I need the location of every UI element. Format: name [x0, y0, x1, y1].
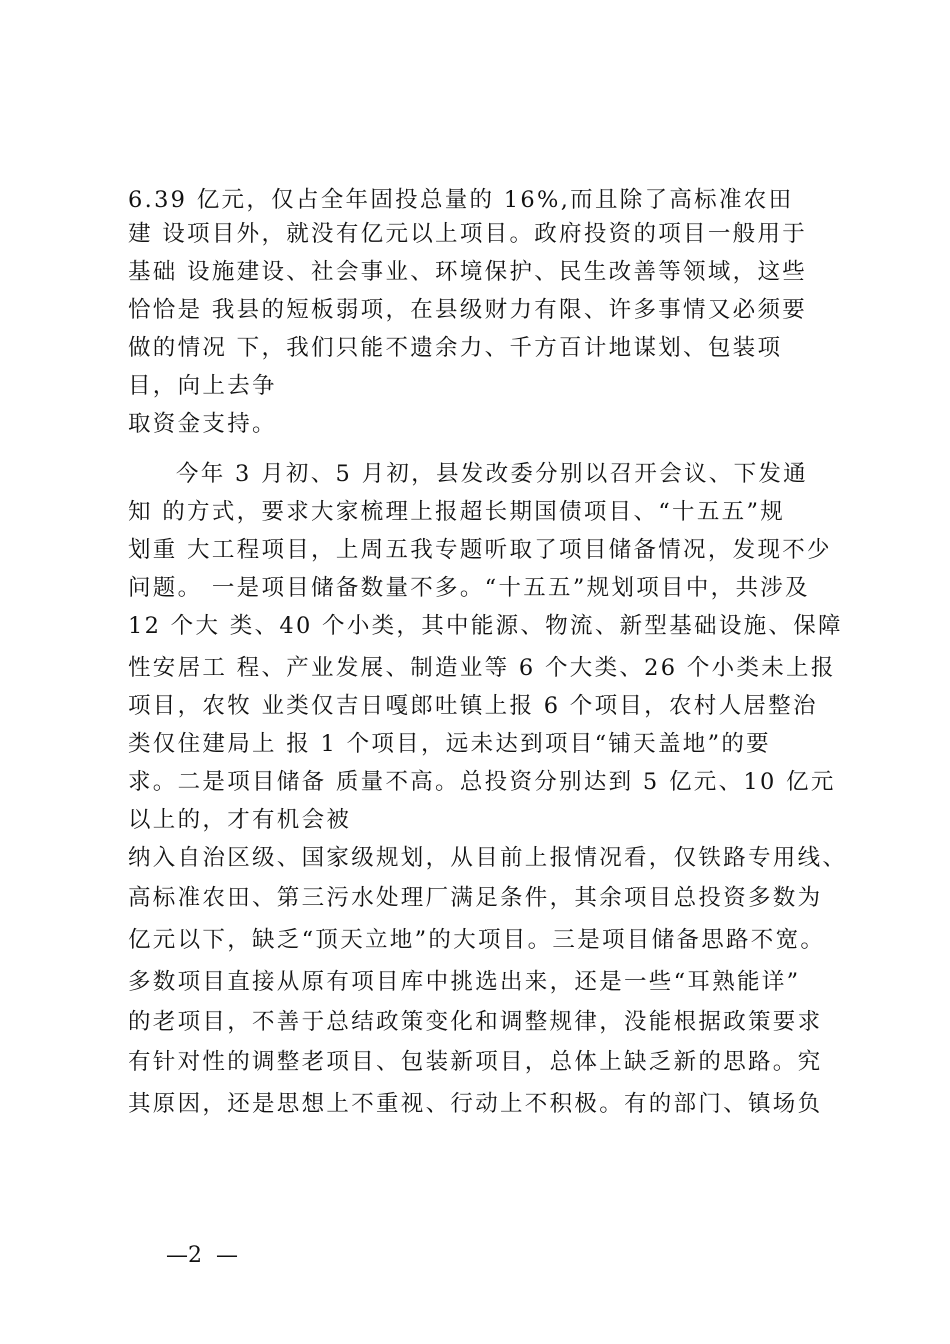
text-line-10: 划重 大工程项目，上周五我专题听取了项目储备情况，发现不少	[128, 537, 832, 563]
page-number: —2 —	[166, 1243, 238, 1268]
text-line-12: 12 个大 类、40 个小类，其中能源、物流、新型基础设施、保障	[128, 613, 843, 639]
text-line-8: 今年 3 月初、5 月初，县发改委分别以召开会议、下发通	[176, 461, 808, 487]
text-line-17: 以上的，才有机会被	[128, 807, 352, 833]
text-line-16: 求。二是项目储备 质量不高。总投资分别达到 5 亿元、10 亿元	[128, 769, 836, 795]
text-line-1: 6.39 亿元，仅占全年固投总量的 16%,而且除了高标准农田	[128, 187, 794, 213]
text-line-19: 高标准农田、第三污水处理厂满足条件，其余项目总投资多数为	[128, 885, 823, 911]
text-line-2: 建 设项目外，就没有亿元以上项目。政府投资的项目一般用于	[128, 221, 808, 247]
text-line-11: 问题。 一是项目储备数量不多。“十五五”规划项目中，共涉及	[128, 575, 810, 601]
text-line-3: 基础 设施建设、社会事业、环境保护、民生改善等领域，这些	[128, 259, 808, 285]
text-line-23: 有针对性的调整老项目、包装新项目，总体上缺乏新的思路。究	[128, 1049, 823, 1075]
text-line-7: 取资金支持。	[128, 411, 277, 437]
text-line-4: 恰恰是 我县的短板弱项，在县级财力有限、许多事情又必须要	[128, 297, 808, 323]
text-line-6: 目，向上去争	[128, 373, 277, 399]
text-line-20: 亿元以下，缺乏“顶天立地”的大项目。三是项目储备思路不宽。	[128, 927, 826, 953]
text-line-24: 其原因，还是思想上不重视、行动上不积极。有的部门、镇场负	[128, 1091, 823, 1117]
text-line-18: 纳入自治区级、国家级规划，从目前上报情况看，仅铁路专用线、	[128, 845, 848, 871]
text-line-22: 的老项目，不善于总结政策变化和调整规律，没能根据政策要求	[128, 1009, 823, 1035]
text-line-21: 多数项目直接从原有项目库中挑选出来，还是一些“耳熟能详”	[128, 969, 801, 995]
text-line-14: 项目，农牧 业类仅吉日嘎郎吐镇上报 6 个项目，农村人居整治	[128, 693, 818, 719]
text-line-15: 类仅住建局上 报 1 个项目，远未达到项目“铺天盖地”的要	[128, 731, 771, 757]
text-line-5: 做的情况 下，我们只能不遗余力、千方百计地谋划、包装项	[128, 335, 783, 361]
text-line-9: 知 的方式，要求大家梳理上报超长期国债项目、“十五五”规	[128, 499, 786, 525]
text-line-13: 性安居工 程、产业发展、制造业等 6 个大类、26 个小类未上报	[128, 655, 836, 681]
